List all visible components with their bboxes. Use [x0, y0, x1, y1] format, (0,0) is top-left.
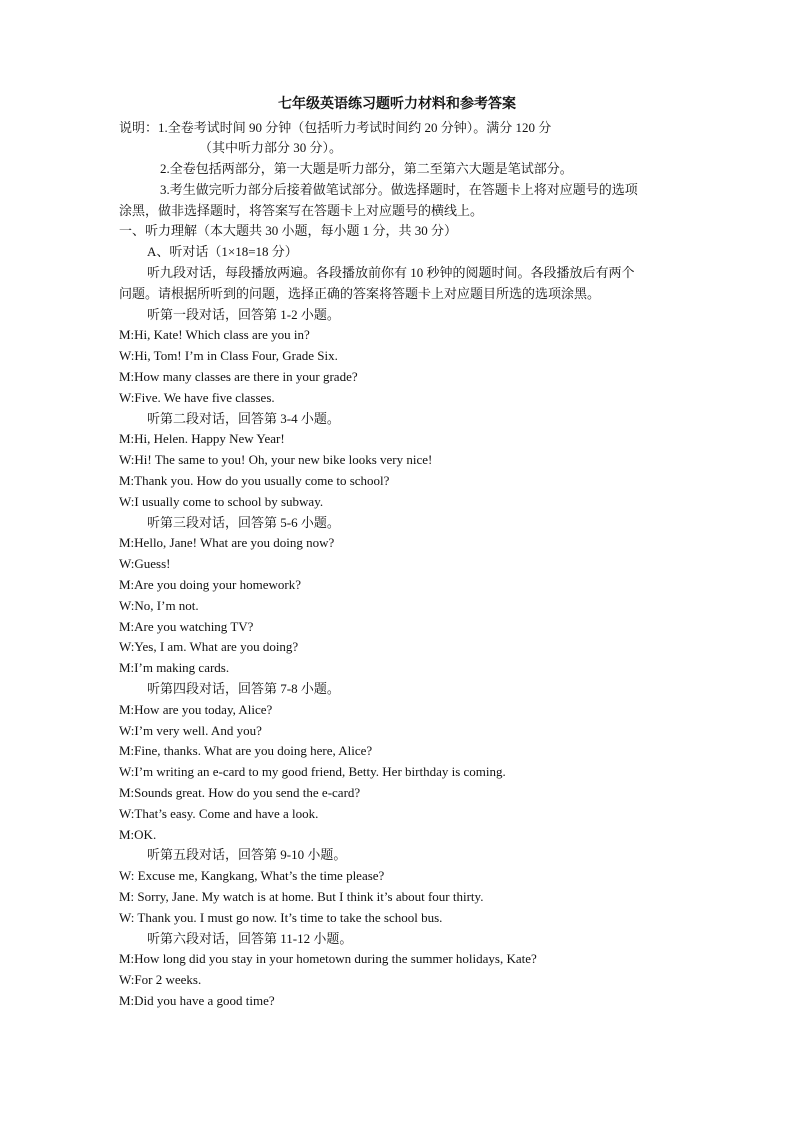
section-heading: 一、听力理解（本大题共 30 小题，每小题 1 分，共 30 分）: [119, 223, 458, 238]
instructions-line-5: 涂黑，做非选择题时，将答案写在答题卡上对应题号的横线上。: [119, 203, 484, 218]
dialogue-line: W:That’s easy. Come and have a look.: [119, 806, 319, 821]
section-subheading: A、听对话（1×18=18 分）: [147, 244, 298, 259]
dialogue-line: M:How long did you stay in your hometown during the summer holidays, Kate?: [119, 951, 537, 966]
dialogue-line: W:I’m writing an e-card to my good friend, Betty. Her birthday is coming.: [119, 764, 506, 779]
dialogue-line: M:OK.: [119, 827, 157, 842]
dialogue-line: M:Hi, Kate! Which class are you in?: [119, 327, 310, 342]
dialogue-line: W:Hi! The same to you! Oh, your new bike looks very nice!: [119, 452, 433, 467]
dialogue-line: W:Yes, I am. What are you doing?: [119, 639, 299, 654]
instructions-line-4: 3.考生做完听力部分后接着做笔试部分。做选择题时，在答题卡上将对应题号的选项: [160, 182, 638, 197]
directions-line-2: 问题。请根据所听到的问题，选择正确的答案将答题卡上对应题目所选的选项涂黑。: [119, 286, 601, 301]
instructions-line-2: （其中听力部分 30 分）。: [199, 140, 343, 155]
dialogue-line: M:I’m making cards.: [119, 660, 230, 675]
dialogue-line: W:Guess!: [119, 556, 171, 571]
dialogue-intro: 听第二段对话，回答第 3-4 小题。: [147, 411, 340, 426]
dialogue-line: M:Are you watching TV?: [119, 619, 254, 634]
dialogue-intro: 听第一段对话，回答第 1-2 小题。: [147, 307, 340, 322]
dialogue-line: M:How many classes are there in your grade?: [119, 369, 358, 384]
dialogue-intro: 听第五段对话，回答第 9-10 小题。: [147, 847, 347, 862]
dialogue-intro: 听第三段对话，回答第 5-6 小题。: [147, 515, 340, 530]
dialogue-line: W: Thank you. I must go now. It’s time to take the school bus.: [119, 910, 443, 925]
dialogue-line: W:I usually come to school by subway.: [119, 494, 324, 509]
dialogue-intro: 听第四段对话，回答第 7-8 小题。: [147, 681, 340, 696]
dialogue-line: M: Sorry, Jane. My watch is at home. But I think it’s about four thirty.: [119, 889, 484, 904]
dialogue-line: W:No, I’m not.: [119, 598, 199, 613]
dialogue-line: W:For 2 weeks.: [119, 972, 202, 987]
directions-line-1: 听九段对话，每段播放两遍。各段播放前你有 10 秒钟的阅题时间。各段播放后有两个: [147, 265, 635, 280]
dialogue-line: M:Hello, Jane! What are you doing now?: [119, 535, 335, 550]
dialogue-line: M:Did you have a good time?: [119, 993, 275, 1008]
dialogue-line: W:I’m very well. And you?: [119, 723, 262, 738]
dialogue-line: M:How are you today, Alice?: [119, 702, 273, 717]
dialogue-line: M:Thank you. How do you usually come to school?: [119, 473, 390, 488]
document-title: 七年级英语练习题听力材料和参考答案: [278, 97, 516, 112]
dialogue-line: M:Hi, Helen. Happy New Year!: [119, 431, 285, 446]
dialogue-line: M:Sounds great. How do you send the e-card?: [119, 785, 361, 800]
dialogue-line: M:Fine, thanks. What are you doing here, Alice?: [119, 743, 373, 758]
dialogue-line: W:Hi, Tom! I’m in Class Four, Grade Six.: [119, 348, 338, 363]
dialogue-line: M:Are you doing your homework?: [119, 577, 301, 592]
dialogue-intro: 听第六段对话，回答第 11-12 小题。: [147, 931, 353, 946]
instructions-line-1: 说明：1.全卷考试时间 90 分钟（包括听力考试时间约 20 分钟）。满分 120 分: [119, 120, 552, 135]
dialogue-line: W:Five. We have five classes.: [119, 390, 275, 405]
instructions-line-3: 2.全卷包括两部分，第一大题是听力部分，第二至第六大题是笔试部分。: [160, 161, 573, 176]
dialogue-line: W: Excuse me, Kangkang, What’s the time please?: [119, 868, 385, 883]
